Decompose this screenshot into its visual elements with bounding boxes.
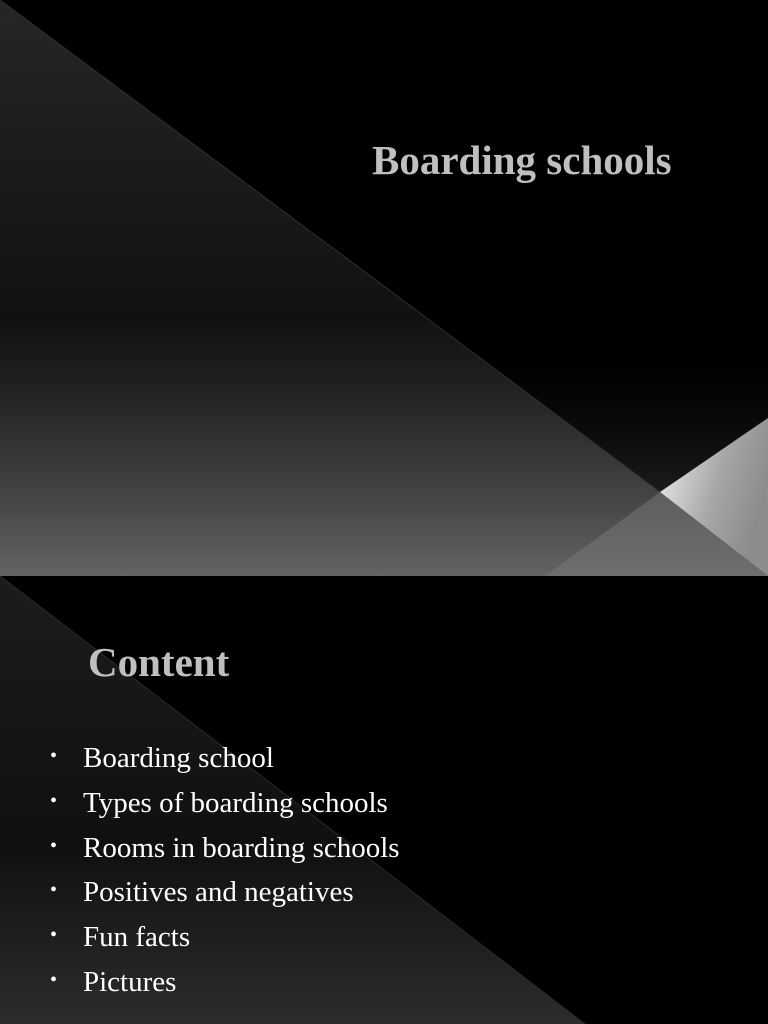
list-item-text: Positives and negatives [83, 876, 354, 909]
list-item-text: Rooms in boarding schools [83, 831, 400, 864]
list-item [50, 783, 400, 828]
bullet-icon: • [50, 968, 58, 991]
bullet-icon: • [50, 789, 58, 812]
list-item-text: Boarding school [83, 742, 274, 774]
list-item-text: Pictures [83, 965, 177, 998]
list-item [50, 962, 400, 1007]
slide-title: Content [88, 639, 230, 685]
bullet-icon: • [50, 834, 58, 857]
list-item [50, 828, 400, 873]
list-item [50, 917, 400, 962]
bullet-icon: • [50, 879, 58, 902]
list-item-text: Types of boarding schools [83, 786, 388, 819]
list-item [50, 872, 400, 917]
content-slide [0, 576, 768, 1024]
list-item [50, 738, 400, 783]
bullet-icon: • [50, 924, 58, 947]
list-item-text: Fun facts [83, 921, 191, 954]
slide-title: Boarding schools [372, 137, 672, 183]
bullet-list [50, 738, 400, 1007]
bullet-icon: • [50, 745, 58, 767]
